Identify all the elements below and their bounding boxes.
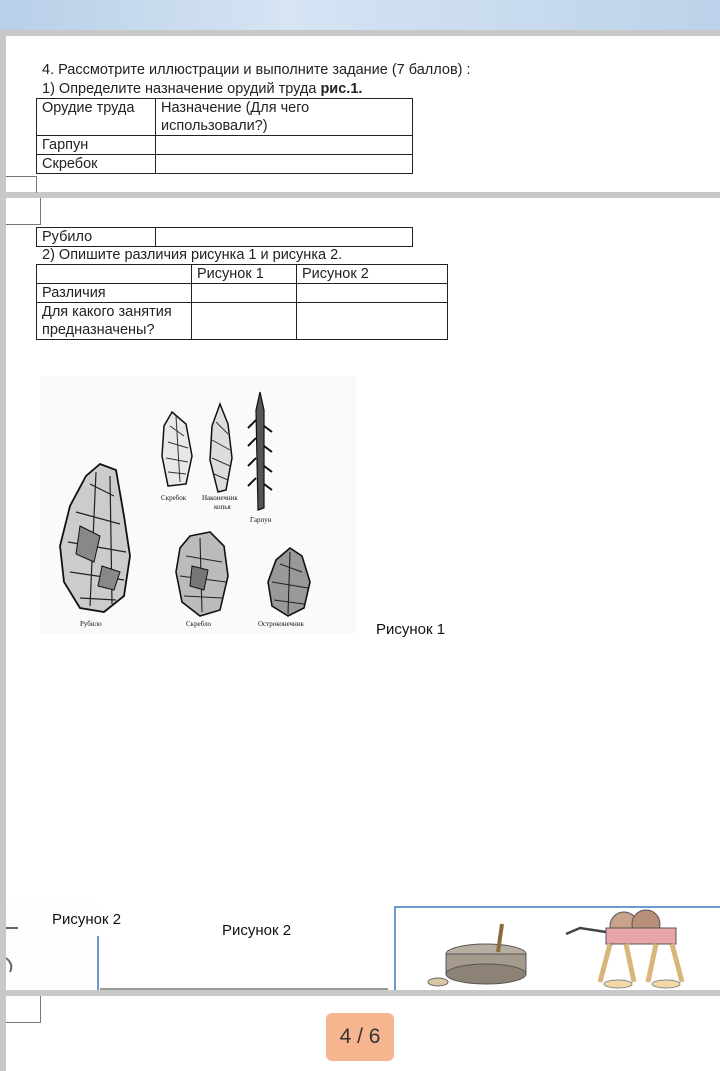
header-purpose: Назначение (Для чего использовали?) [156,99,413,136]
task-heading: 4. Рассмотрите иллюстрации и выполните задание (7 баллов) : [42,62,471,78]
viewer-top-bar [0,0,720,30]
row-label-purpose: Для какого занятия предназначены? [37,303,192,340]
task-sub1-text: 1) Определите назначение орудий труда [42,81,321,97]
label-scraper-big: Скребло [186,620,212,628]
label-harpoon: Гарпун [250,516,272,524]
crop-mark [6,996,41,1023]
table-row [37,265,448,284]
scraper-big-drawing [176,532,228,616]
label-spearhead-2: копья [214,503,231,511]
row-label-harpoon: Гарпун [37,136,156,155]
tools-table-continued [36,227,413,247]
header-figure1: Рисунок 1 [192,265,297,284]
header-figure2: Рисунок 2 [297,265,448,284]
table-row [37,228,413,247]
page-indicator[interactable]: 4 / 6 [326,1013,394,1061]
label-spearhead-1: Наконечник [202,494,238,502]
answer-cell[interactable] [156,228,413,247]
task-sub2: 2) Опишите различия рисунка 1 и рисунка 2. [42,247,343,263]
table-row [37,155,413,174]
label-chopper: Рубило [80,620,102,628]
figure1-caption: Рисунок 1 [376,621,446,638]
row-label-chopper: Рубило [37,228,156,247]
table-row [37,99,413,136]
tools-table [36,98,413,174]
crop-mark [6,198,41,225]
figure1-stone-tools [40,376,356,634]
row-label-differences: Различия [37,284,192,303]
answer-cell[interactable] [297,303,448,340]
figure2-caption-left: Рисунок 2 [52,911,122,928]
task-sub1-bold: рис.1. [320,81,363,97]
table-row [37,303,448,340]
header-tool: Орудие труда [37,99,156,136]
table-row [37,136,413,155]
answer-cell[interactable] [192,303,297,340]
row-label-scraper: Скребок [37,155,156,174]
answer-cell[interactable] [156,136,413,155]
table-row [37,284,448,303]
label-scraper-small: Скребок [161,494,187,502]
answer-cell[interactable] [192,284,297,303]
comparison-table [36,264,448,340]
label-point: Остроконечник [258,620,304,628]
header-empty [37,265,192,284]
figure2-caption-center: Рисунок 2 [222,922,292,939]
answer-cell[interactable] [156,155,413,174]
answer-cell[interactable] [297,284,448,303]
crop-mark [6,176,37,193]
task-sub1 [42,80,362,98]
